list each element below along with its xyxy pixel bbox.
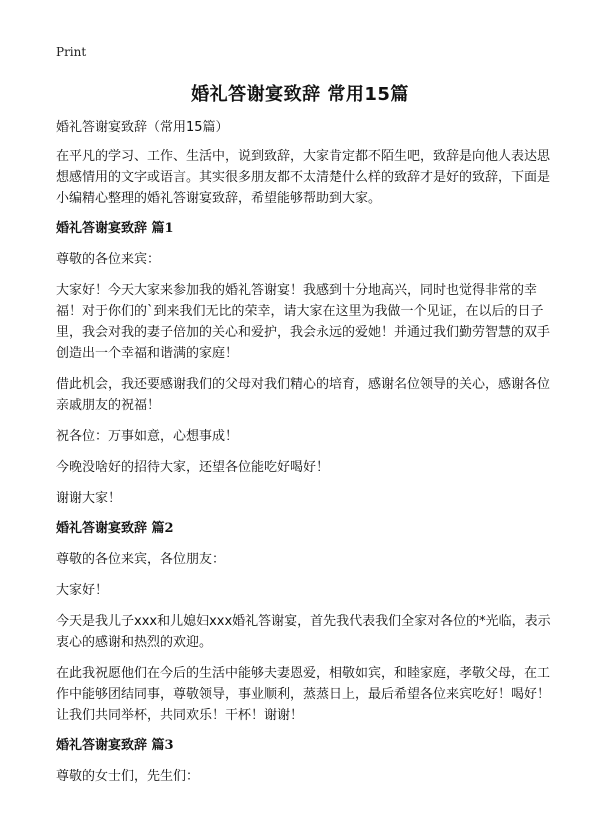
paragraph: 尊敬的女士们，先生们： — [56, 769, 200, 784]
paragraph: 大家好！今天大家来参加我的婚礼答谢宴！我感到十分地高兴，同时也觉得非常的幸福！对于你们的`到来我们无比的荣幸，请大家在这里为我做一个见证，在以后的日子里，我会对我的妻子倍加的关心和爱护，我会永远的爱她！并通过我们勤劳智慧的双手创造出一个幸福和谐满的家庭！ — [56, 283, 551, 361]
section-heading: 婚礼答谢宴致辞 篇3 — [56, 738, 174, 753]
section-heading: 婚礼答谢宴致辞 篇2 — [56, 521, 174, 536]
paragraph: 今晚没啥好的招待大家，还望各位能吃好喝好！ — [56, 460, 330, 475]
paragraph: 借此机会，我还要感谢我们的父母对我们精心的培育，感谢名位领导的关心，感谢各位亲戚朋友的祝福！ — [56, 377, 551, 413]
document-body — [56, 118, 551, 797]
document-title: 婚礼答谢宴致辞 常用15篇 — [191, 84, 409, 105]
paragraph: 在此我祝愿他们在今后的生活中能够夫妻恩爱，相敬如宾，和睦家庭，孝敬父母，在工作中能够团结同事，尊敬领导，事业顺利，蒸蒸日上，最后希望各位来宾吃好！喝好！让我们共同举杯，共同欢乐！干杯！谢谢！ — [56, 666, 551, 723]
paragraph: 尊敬的各位来宾： — [56, 252, 161, 267]
paragraph: 尊敬的各位来宾，各位朋友： — [56, 552, 226, 567]
intro-paragraph: 在平凡的学习、工作、生活中，说到致辞，大家肯定都不陌生吧，致辞是向他人表达思想感情用的文字或语言。其实很多朋友都不太清楚什么样的致辞才是好的致辞，下面是小编精心整理的婚礼答谢宴致辞，希望能够帮助到大家。 — [56, 149, 551, 206]
paragraph: 祝各位：万事如意，心想事成！ — [56, 429, 239, 444]
section-heading: 婚礼答谢宴致辞 篇1 — [56, 221, 174, 236]
paragraph: 谢谢大家！ — [56, 491, 122, 506]
paragraph: 大家好！ — [56, 583, 109, 598]
document-subtitle: 婚礼答谢宴致辞（常用15篇） — [56, 120, 229, 135]
print-link[interactable]: Print — [56, 45, 87, 59]
paragraph: 今天是我儿子xxx和儿媳妇xxx婚礼答谢宴，首先我代表我们全家对各位的*光临，表示衷心的感谢和热烈的欢迎。 — [56, 614, 551, 650]
